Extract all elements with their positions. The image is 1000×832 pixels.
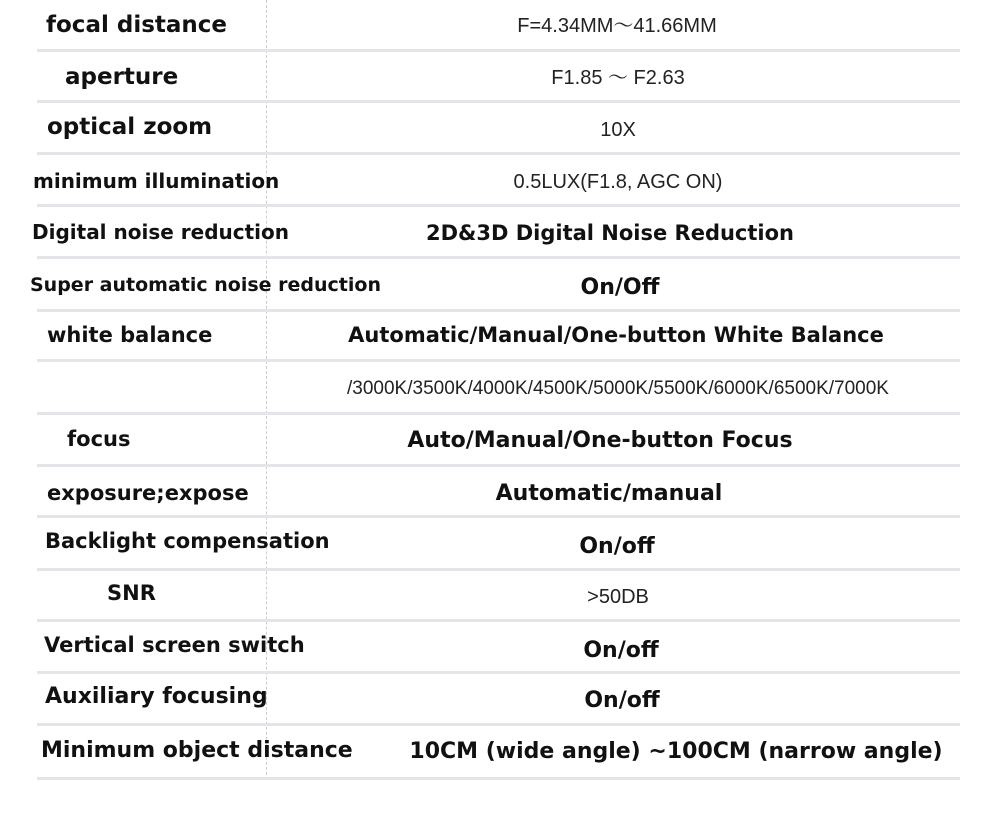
row-label: aperture	[65, 64, 179, 90]
row-value: 10X	[600, 119, 636, 141]
row-label: optical zoom	[47, 114, 213, 140]
row-label: focus	[67, 427, 131, 451]
row-label: Minimum object distance	[41, 738, 353, 763]
row-value: 10CM (wide angle) ~100CM (narrow angle)	[409, 739, 943, 764]
table-row	[37, 674, 960, 726]
row-label: minimum illumination	[33, 169, 280, 193]
row-label: Auxiliary focusing	[45, 684, 268, 709]
row-label: exposure;expose	[47, 481, 249, 505]
row-value: F=4.34MM～41.66MM	[517, 15, 717, 37]
table-row	[33, 155, 960, 207]
row-label: Super automatic noise reduction	[30, 274, 381, 296]
table-row	[37, 362, 960, 415]
row-value: Auto/Manual/One-button Focus	[407, 428, 793, 453]
row-label: SNR	[107, 581, 156, 605]
row-value: On/off	[579, 534, 655, 559]
row-value: On/off	[584, 688, 660, 713]
row-value: Automatic/manual	[495, 481, 723, 506]
table-row	[37, 467, 960, 518]
table-row	[37, 0, 960, 52]
table-row	[37, 622, 960, 674]
row-value: Automatic/Manual/One-button White Balance	[348, 323, 884, 347]
row-value: On/Off	[580, 275, 660, 300]
row-value: 2D&3D Digital Noise Reduction	[425, 221, 795, 245]
table-row	[37, 571, 960, 622]
row-label: focal distance	[46, 12, 228, 38]
table-row	[30, 259, 960, 312]
row-label: white balance	[47, 323, 213, 347]
table-row	[37, 415, 960, 467]
row-value: F1.85 ～ F2.63	[551, 67, 685, 89]
row-label: Digital noise reduction	[32, 220, 290, 244]
row-value: 0.5LUX(F1.8, AGC ON)	[513, 171, 723, 193]
row-value: On/off	[583, 638, 659, 663]
row-value: >50DB	[587, 586, 649, 608]
table-row	[37, 52, 960, 103]
table-row	[37, 312, 960, 362]
table-row	[37, 726, 960, 780]
table-row	[32, 207, 960, 259]
table-row	[37, 518, 960, 571]
table-row	[37, 103, 960, 155]
row-value: /3000K/3500K/4000K/4500K/5000K/5500K/6000K/6500K/7000K	[347, 378, 889, 399]
row-label: Vertical screen switch	[44, 633, 305, 657]
row-label: Backlight compensation	[45, 529, 330, 553]
